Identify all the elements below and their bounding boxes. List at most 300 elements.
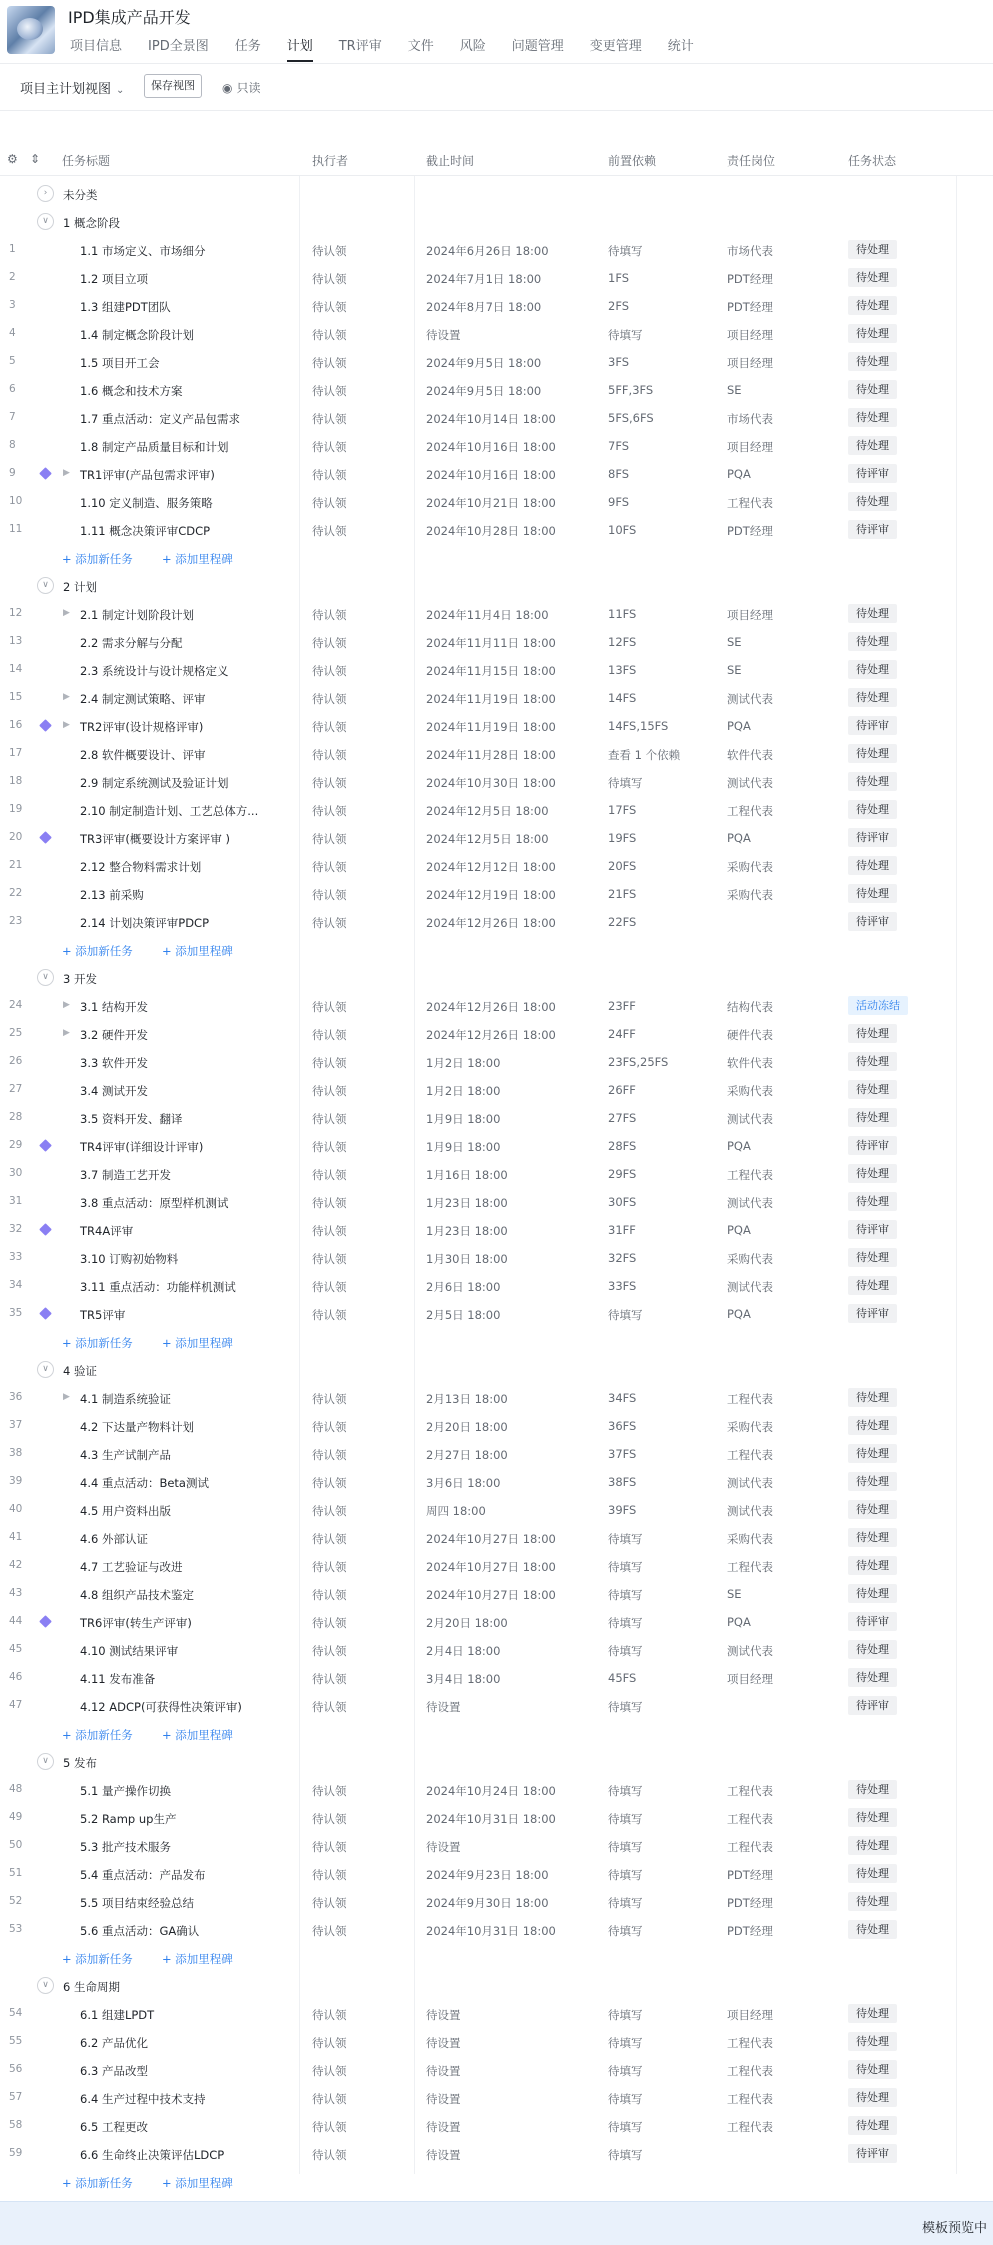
task-row[interactable] [0, 1132, 993, 1160]
task-role[interactable]: 项目经理 [727, 328, 773, 342]
task-assignee[interactable]: 待认领 [312, 1616, 347, 1630]
task-dependency[interactable]: 32FS [608, 1251, 637, 1265]
task-role[interactable]: 工程代表 [727, 1168, 773, 1182]
task-deadline[interactable]: 1月9日 18:00 [426, 1112, 501, 1126]
task-assignee[interactable]: 待认领 [312, 1140, 347, 1154]
task-title[interactable]: 1.11 概念决策评审CDCP [80, 524, 211, 538]
task-deadline[interactable]: 2024年10月27日 18:00 [426, 1588, 556, 1602]
add-milestone-link[interactable]: + 添加里程碑 [162, 1952, 233, 1966]
task-status-badge[interactable]: 待评审 [848, 1136, 897, 1155]
task-assignee[interactable]: 待认领 [312, 496, 347, 510]
task-deadline[interactable]: 2月4日 18:00 [426, 1644, 501, 1658]
task-dependency[interactable]: 待填写 [608, 1532, 643, 1546]
task-assignee[interactable]: 待认领 [312, 804, 347, 818]
task-assignee[interactable]: 待认领 [312, 1812, 347, 1826]
task-assignee[interactable]: 待认领 [312, 1392, 347, 1406]
task-assignee[interactable]: 待认领 [312, 2092, 347, 2106]
task-dependency[interactable]: 38FS [608, 1475, 637, 1489]
task-row[interactable] [0, 1160, 993, 1188]
task-row[interactable] [0, 824, 993, 852]
task-deadline[interactable]: 2月6日 18:00 [426, 1280, 501, 1294]
task-status-badge[interactable]: 待处理 [848, 1808, 897, 1827]
task-role[interactable]: PDT经理 [727, 272, 773, 286]
task-role[interactable]: SE [727, 383, 742, 397]
task-deadline[interactable]: 2024年11月4日 18:00 [426, 608, 549, 622]
task-status-badge[interactable]: 待处理 [848, 604, 897, 623]
task-row[interactable] [0, 1440, 993, 1468]
task-role[interactable]: 采购代表 [727, 1420, 773, 1434]
task-title[interactable]: 4.2 下达量产物料计划 [80, 1420, 194, 1434]
task-role[interactable]: 采购代表 [727, 888, 773, 902]
task-role[interactable]: 工程代表 [727, 496, 773, 510]
task-title[interactable]: 3.3 软件开发 [80, 1056, 148, 1070]
task-status-badge[interactable]: 待处理 [848, 1528, 897, 1547]
task-deadline[interactable]: 1月30日 18:00 [426, 1252, 508, 1266]
task-dependency[interactable]: 查看 1 个依赖 [608, 748, 681, 762]
add-task-link[interactable]: + 添加新任务 [62, 1952, 133, 1966]
task-role[interactable]: 工程代表 [727, 804, 773, 818]
task-deadline[interactable]: 2024年10月27日 18:00 [426, 1560, 556, 1574]
task-title[interactable]: 1.7 重点活动：定义产品包需求 [80, 412, 240, 426]
view-selector[interactable] [20, 78, 124, 97]
task-dependency[interactable]: 20FS [608, 859, 637, 873]
add-task-link[interactable]: + 添加新任务 [62, 1728, 133, 1742]
task-role[interactable]: 工程代表 [727, 2092, 773, 2106]
task-dependency[interactable]: 26FF [608, 1083, 636, 1097]
task-status-badge[interactable]: 待处理 [848, 1920, 897, 1939]
task-title[interactable]: 1.2 项目立项 [80, 272, 148, 286]
task-status-badge[interactable]: 待处理 [848, 1248, 897, 1267]
task-dependency[interactable]: 14FS [608, 691, 637, 705]
task-assignee[interactable]: 待认领 [312, 608, 347, 622]
task-row[interactable] [0, 1412, 993, 1440]
task-dependency[interactable]: 34FS [608, 1391, 637, 1405]
task-role[interactable]: 测试代表 [727, 692, 773, 706]
task-row[interactable] [0, 1552, 993, 1580]
task-title[interactable]: 6.6 生命终止决策评估LDCP [80, 2148, 225, 2162]
task-role[interactable]: 工程代表 [727, 2120, 773, 2134]
column-role[interactable]: 责任岗位 [727, 154, 776, 168]
task-row[interactable] [0, 2028, 993, 2056]
tab-2[interactable]: IPD全景图 [148, 39, 209, 54]
task-title[interactable]: 4.4 重点活动：Beta测试 [80, 1476, 209, 1490]
task-status-badge[interactable]: 待处理 [848, 296, 897, 315]
task-deadline[interactable]: 2024年9月5日 18:00 [426, 384, 542, 398]
task-role[interactable]: PQA [727, 1307, 751, 1321]
task-role[interactable]: 市场代表 [727, 412, 773, 426]
task-title[interactable]: 3.7 制造工艺开发 [80, 1168, 171, 1182]
task-assignee[interactable]: 待认领 [312, 664, 347, 678]
task-role[interactable]: PQA [727, 1139, 751, 1153]
task-deadline[interactable]: 3月4日 18:00 [426, 1672, 501, 1686]
task-title[interactable]: 2.4 制定测试策略、评审 [80, 692, 206, 706]
task-deadline[interactable]: 2月5日 18:00 [426, 1308, 501, 1322]
task-row[interactable] [0, 600, 993, 628]
task-status-badge[interactable]: 待处理 [848, 1780, 897, 1799]
add-milestone-link[interactable]: + 添加里程碑 [162, 2176, 233, 2190]
task-dependency[interactable]: 待填写 [608, 1924, 643, 1938]
task-dependency[interactable]: 36FS [608, 1419, 637, 1433]
task-deadline[interactable]: 2024年9月5日 18:00 [426, 356, 542, 370]
task-deadline[interactable]: 2月13日 18:00 [426, 1392, 508, 1406]
task-row[interactable] [0, 1664, 993, 1692]
task-role[interactable]: 软件代表 [727, 1056, 773, 1070]
task-deadline[interactable]: 2024年11月28日 18:00 [426, 748, 556, 762]
task-role[interactable]: 项目经理 [727, 608, 773, 622]
task-role[interactable]: 测试代表 [727, 1196, 773, 1210]
task-title[interactable]: 3.10 订购初始物料 [80, 1252, 179, 1266]
task-deadline[interactable]: 2024年11月19日 18:00 [426, 692, 556, 706]
task-row[interactable] [0, 2000, 993, 2028]
task-deadline[interactable]: 2024年12月5日 18:00 [426, 804, 549, 818]
task-row[interactable] [0, 320, 993, 348]
task-role[interactable]: SE [727, 663, 742, 677]
task-title[interactable]: 2.13 前采购 [80, 888, 144, 902]
task-row[interactable] [0, 432, 993, 460]
task-title[interactable]: 2.12 整合物料需求计划 [80, 860, 202, 874]
task-dependency[interactable]: 12FS [608, 635, 637, 649]
task-status-badge[interactable]: 待处理 [848, 856, 897, 875]
task-assignee[interactable]: 待认领 [312, 300, 347, 314]
task-assignee[interactable]: 待认领 [312, 832, 347, 846]
phase-row[interactable] [0, 1972, 993, 2000]
task-title[interactable]: TR4评审(详细设计评审) [80, 1140, 204, 1154]
task-deadline[interactable]: 2月20日 18:00 [426, 1420, 508, 1434]
task-row[interactable] [0, 684, 993, 712]
task-assignee[interactable]: 待认领 [312, 412, 347, 426]
task-deadline[interactable]: 2024年12月26日 18:00 [426, 1028, 556, 1042]
task-dependency[interactable]: 待填写 [608, 1868, 643, 1882]
task-row[interactable] [0, 1048, 993, 1076]
task-status-badge[interactable]: 待评审 [848, 520, 897, 539]
task-role[interactable]: 测试代表 [727, 1112, 773, 1126]
task-role[interactable]: PDT经理 [727, 524, 773, 538]
task-dependency[interactable]: 27FS [608, 1111, 637, 1125]
task-deadline[interactable]: 待设置 [426, 2148, 461, 2162]
task-title[interactable]: 5.6 重点活动：GA确认 [80, 1924, 200, 1938]
task-status-badge[interactable]: 待处理 [848, 884, 897, 903]
task-assignee[interactable]: 待认领 [312, 748, 347, 762]
task-title[interactable]: 4.11 发布准备 [80, 1672, 156, 1686]
task-dependency[interactable]: 待填写 [608, 1616, 643, 1630]
task-role[interactable]: 项目经理 [727, 1672, 773, 1686]
task-dependency[interactable]: 17FS [608, 803, 637, 817]
task-assignee[interactable]: 待认领 [312, 1588, 347, 1602]
column-assignee[interactable]: 执行者 [312, 154, 349, 168]
column-status[interactable]: 任务状态 [848, 154, 897, 168]
task-title[interactable]: 3.2 硬件开发 [80, 1028, 148, 1042]
task-status-badge[interactable]: 待处理 [848, 800, 897, 819]
task-row[interactable] [0, 1916, 993, 1944]
task-role[interactable]: 软件代表 [727, 748, 773, 762]
task-role[interactable]: 市场代表 [727, 244, 773, 258]
task-deadline[interactable]: 2024年10月28日 18:00 [426, 524, 556, 538]
add-milestone-link[interactable]: + 添加里程碑 [162, 552, 233, 566]
task-role[interactable]: 硬件代表 [727, 1028, 773, 1042]
task-title[interactable]: 4.1 制造系统验证 [80, 1392, 171, 1406]
task-status-badge[interactable]: 待处理 [848, 240, 897, 259]
chevron-down-icon[interactable]: ∨ [37, 577, 54, 594]
phase-row[interactable] [0, 1748, 993, 1776]
task-dependency[interactable]: 33FS [608, 1279, 637, 1293]
task-assignee[interactable]: 待认领 [312, 1840, 347, 1854]
task-role[interactable]: PDT经理 [727, 1868, 773, 1882]
task-row[interactable] [0, 740, 993, 768]
task-dependency[interactable]: 待填写 [608, 1700, 643, 1714]
task-assignee[interactable]: 待认领 [312, 1000, 347, 1014]
task-dependency[interactable]: 待填写 [608, 2120, 643, 2134]
task-dependency[interactable]: 待填写 [608, 1308, 643, 1322]
task-title[interactable]: 3.5 资料开发、翻译 [80, 1112, 183, 1126]
task-dependency[interactable]: 5FF,3FS [608, 383, 654, 397]
add-task-link[interactable]: + 添加新任务 [62, 552, 133, 566]
task-deadline[interactable]: 2024年11月11日 18:00 [426, 636, 556, 650]
task-role[interactable]: 工程代表 [727, 1560, 773, 1574]
task-status-badge[interactable]: 待处理 [848, 688, 897, 707]
task-status-badge[interactable]: 待评审 [848, 1696, 897, 1715]
task-dependency[interactable]: 45FS [608, 1671, 637, 1685]
task-row[interactable] [0, 516, 993, 544]
task-role[interactable]: 结构代表 [727, 1000, 773, 1014]
task-row[interactable] [0, 2056, 993, 2084]
task-role[interactable]: 测试代表 [727, 776, 773, 790]
task-role[interactable]: 采购代表 [727, 1532, 773, 1546]
task-row[interactable] [0, 1496, 993, 1524]
task-dependency[interactable]: 待填写 [608, 244, 643, 258]
task-row[interactable] [0, 1580, 993, 1608]
phase-row[interactable] [0, 180, 993, 208]
tab-6[interactable]: 文件 [407, 39, 434, 54]
task-status-badge[interactable]: 待处理 [848, 2032, 897, 2051]
task-assignee[interactable]: 待认领 [312, 2148, 347, 2162]
task-dependency[interactable]: 14FS,15FS [608, 719, 669, 733]
task-status-badge[interactable]: 待处理 [848, 1892, 897, 1911]
phase-row[interactable] [0, 1356, 993, 1384]
task-row[interactable] [0, 2084, 993, 2112]
task-status-badge[interactable]: 待处理 [848, 1108, 897, 1127]
task-row[interactable] [0, 2112, 993, 2140]
task-title[interactable]: TR2评审(设计规格评审) [80, 720, 204, 734]
task-title[interactable]: 4.8 组织产品技术鉴定 [80, 1588, 194, 1602]
task-deadline[interactable]: 1月23日 18:00 [426, 1196, 508, 1210]
task-dependency[interactable]: 28FS [608, 1139, 637, 1153]
task-title[interactable]: 5.1 量产操作切换 [80, 1784, 171, 1798]
task-role[interactable]: 工程代表 [727, 1812, 773, 1826]
task-assignee[interactable]: 待认领 [312, 1224, 347, 1238]
task-title[interactable]: 1.8 制定产品质量目标和计划 [80, 440, 229, 454]
tab-10[interactable]: 统计 [667, 39, 694, 54]
task-status-badge[interactable]: 待处理 [848, 2116, 897, 2135]
task-deadline[interactable]: 2024年12月26日 18:00 [426, 1000, 556, 1014]
task-status-badge[interactable]: 待评审 [848, 828, 897, 847]
task-row[interactable] [0, 1468, 993, 1496]
task-deadline[interactable]: 2024年9月23日 18:00 [426, 1868, 549, 1882]
task-status-badge[interactable]: 待处理 [848, 1080, 897, 1099]
task-deadline[interactable]: 2024年8月7日 18:00 [426, 300, 542, 314]
task-title[interactable]: TR5评审 [80, 1308, 126, 1322]
task-deadline[interactable]: 2024年10月31日 18:00 [426, 1924, 556, 1938]
task-title[interactable]: 5.5 项目结束经验总结 [80, 1896, 194, 1910]
task-status-badge[interactable]: 待处理 [848, 2088, 897, 2107]
add-milestone-link[interactable]: + 添加里程碑 [162, 1728, 233, 1742]
task-dependency[interactable]: 待填写 [608, 2064, 643, 2078]
task-status-badge[interactable]: 待处理 [848, 1836, 897, 1855]
task-deadline[interactable]: 2024年7月1日 18:00 [426, 272, 542, 286]
task-status-badge[interactable]: 待处理 [848, 1640, 897, 1659]
task-role[interactable]: 工程代表 [727, 1784, 773, 1798]
task-status-badge[interactable]: 待处理 [848, 1556, 897, 1575]
task-status-badge[interactable]: 待处理 [848, 1500, 897, 1519]
task-assignee[interactable]: 待认领 [312, 524, 347, 538]
task-dependency[interactable]: 19FS [608, 831, 637, 845]
task-deadline[interactable]: 2024年10月16日 18:00 [426, 468, 556, 482]
task-title[interactable]: 6.4 生产过程中技术支持 [80, 2092, 206, 2106]
task-dependency[interactable]: 待填写 [608, 1644, 643, 1658]
task-title[interactable]: 2.1 制定计划阶段计划 [80, 608, 194, 622]
task-row[interactable] [0, 852, 993, 880]
task-role[interactable]: 工程代表 [727, 1840, 773, 1854]
task-row[interactable] [0, 712, 993, 740]
task-role[interactable]: PQA [727, 831, 751, 845]
task-row[interactable] [0, 1104, 993, 1132]
task-title[interactable]: 6.5 工程更改 [80, 2120, 148, 2134]
task-deadline[interactable]: 待设置 [426, 2064, 461, 2078]
task-title[interactable]: 4.10 测试结果评审 [80, 1644, 179, 1658]
task-dependency[interactable]: 31FF [608, 1223, 636, 1237]
task-status-badge[interactable]: 待评审 [848, 1304, 897, 1323]
task-row[interactable] [0, 1804, 993, 1832]
task-title[interactable]: TR3评审(概要设计方案评审 ) [80, 832, 230, 846]
task-dependency[interactable]: 待填写 [608, 1560, 643, 1574]
add-task-link[interactable]: + 添加新任务 [62, 1336, 133, 1350]
task-role[interactable]: 测试代表 [727, 1280, 773, 1294]
task-status-badge[interactable]: 待处理 [848, 1668, 897, 1687]
task-dependency[interactable]: 2FS [608, 299, 630, 313]
task-deadline[interactable]: 1月23日 18:00 [426, 1224, 508, 1238]
task-assignee[interactable]: 待认领 [312, 1308, 347, 1322]
chevron-down-icon[interactable]: ∨ [37, 1977, 54, 1994]
task-assignee[interactable]: 待认领 [312, 1448, 347, 1462]
task-dependency[interactable]: 待填写 [608, 1588, 643, 1602]
task-row[interactable] [0, 1860, 993, 1888]
task-row[interactable] [0, 1244, 993, 1272]
task-status-badge[interactable]: 待处理 [848, 2004, 897, 2023]
tab-9[interactable]: 变更管理 [589, 39, 642, 54]
task-row[interactable] [0, 1524, 993, 1552]
task-title[interactable]: 3.4 测试开发 [80, 1084, 148, 1098]
task-row[interactable] [0, 488, 993, 516]
task-deadline[interactable]: 待设置 [426, 328, 461, 342]
task-role[interactable]: SE [727, 635, 742, 649]
task-dependency[interactable]: 23FF [608, 999, 636, 1013]
task-title[interactable]: 4.3 生产试制产品 [80, 1448, 171, 1462]
task-role[interactable]: SE [727, 1587, 742, 1601]
task-deadline[interactable]: 待设置 [426, 1700, 461, 1714]
chevron-down-icon[interactable]: ∨ [37, 1753, 54, 1770]
expand-caret-icon[interactable]: ▶ [63, 1000, 70, 1010]
task-status-badge[interactable]: 待处理 [848, 1024, 897, 1043]
save-view-button[interactable]: 保存视图 [144, 74, 202, 98]
task-row[interactable] [0, 460, 993, 488]
task-dependency[interactable]: 9FS [608, 495, 630, 509]
task-dependency[interactable]: 21FS [608, 887, 637, 901]
task-status-badge[interactable]: 待处理 [848, 772, 897, 791]
expand-caret-icon[interactable]: ▶ [63, 1392, 70, 1402]
task-dependency[interactable]: 待填写 [608, 776, 643, 790]
task-role[interactable]: 工程代表 [727, 1392, 773, 1406]
task-status-badge[interactable]: 待处理 [848, 492, 897, 511]
chevron-right-icon[interactable]: › [37, 185, 54, 202]
phase-row[interactable] [0, 964, 993, 992]
task-status-badge[interactable]: 待处理 [848, 1472, 897, 1491]
task-assignee[interactable]: 待认领 [312, 1700, 347, 1714]
task-dependency[interactable]: 22FS [608, 915, 637, 929]
task-status-badge[interactable]: 待处理 [848, 1052, 897, 1071]
task-row[interactable] [0, 1636, 993, 1664]
task-deadline[interactable]: 2024年10月16日 18:00 [426, 440, 556, 454]
task-dependency[interactable]: 待填写 [608, 1840, 643, 1854]
task-role[interactable]: PQA [727, 1615, 751, 1629]
task-deadline[interactable]: 2024年6月26日 18:00 [426, 244, 549, 258]
task-deadline[interactable]: 待设置 [426, 2036, 461, 2050]
gear-icon[interactable]: ⚙ [7, 152, 18, 166]
task-title[interactable]: 1.1 市场定义、市场细分 [80, 244, 206, 258]
task-row[interactable] [0, 292, 993, 320]
task-deadline[interactable]: 2024年10月31日 18:00 [426, 1812, 556, 1826]
task-assignee[interactable]: 待认领 [312, 1168, 347, 1182]
task-title[interactable]: 4.7 工艺验证与改进 [80, 1560, 183, 1574]
task-assignee[interactable]: 待认领 [312, 1896, 347, 1910]
task-dependency[interactable]: 13FS [608, 663, 637, 677]
task-status-badge[interactable]: 待评审 [848, 1612, 897, 1631]
tab-1[interactable]: 项目信息 [70, 39, 123, 54]
task-row[interactable] [0, 1692, 993, 1720]
task-role[interactable]: 采购代表 [727, 1084, 773, 1098]
task-row[interactable] [0, 768, 993, 796]
task-role[interactable]: 采购代表 [727, 1252, 773, 1266]
task-deadline[interactable]: 2月20日 18:00 [426, 1616, 508, 1630]
task-dependency[interactable]: 待填写 [608, 1784, 643, 1798]
tab-3[interactable]: 任务 [234, 39, 261, 54]
task-dependency[interactable]: 待填写 [608, 1896, 643, 1910]
task-row[interactable] [0, 404, 993, 432]
task-assignee[interactable]: 待认领 [312, 1028, 347, 1042]
task-deadline[interactable]: 待设置 [426, 2008, 461, 2022]
task-assignee[interactable]: 待认领 [312, 1868, 347, 1882]
task-deadline[interactable]: 待设置 [426, 2120, 461, 2134]
tab-4[interactable]: 计划 [287, 35, 313, 62]
task-assignee[interactable]: 待认领 [312, 1532, 347, 1546]
phase-row[interactable] [0, 208, 993, 236]
tab-5[interactable]: TR评审 [338, 39, 382, 54]
task-row[interactable] [0, 1832, 993, 1860]
task-assignee[interactable]: 待认领 [312, 2120, 347, 2134]
task-status-badge[interactable]: 待评审 [848, 2144, 897, 2163]
chevron-down-icon[interactable]: ∨ [37, 1361, 54, 1378]
task-row[interactable] [0, 1216, 993, 1244]
phase-row[interactable] [0, 572, 993, 600]
task-dependency[interactable]: 23FS,25FS [608, 1055, 669, 1069]
task-title[interactable]: 1.3 组建PDT团队 [80, 300, 171, 314]
task-deadline[interactable]: 2024年10月30日 18:00 [426, 776, 556, 790]
task-status-badge[interactable]: 待处理 [848, 436, 897, 455]
task-row[interactable] [0, 1608, 993, 1636]
task-title[interactable]: 4.5 用户资料出版 [80, 1504, 171, 1518]
task-title[interactable]: TR6评审(转生产评审) [80, 1616, 192, 1630]
task-assignee[interactable]: 待认领 [312, 692, 347, 706]
task-dependency[interactable]: 待填写 [608, 2092, 643, 2106]
task-role[interactable]: 测试代表 [727, 1476, 773, 1490]
